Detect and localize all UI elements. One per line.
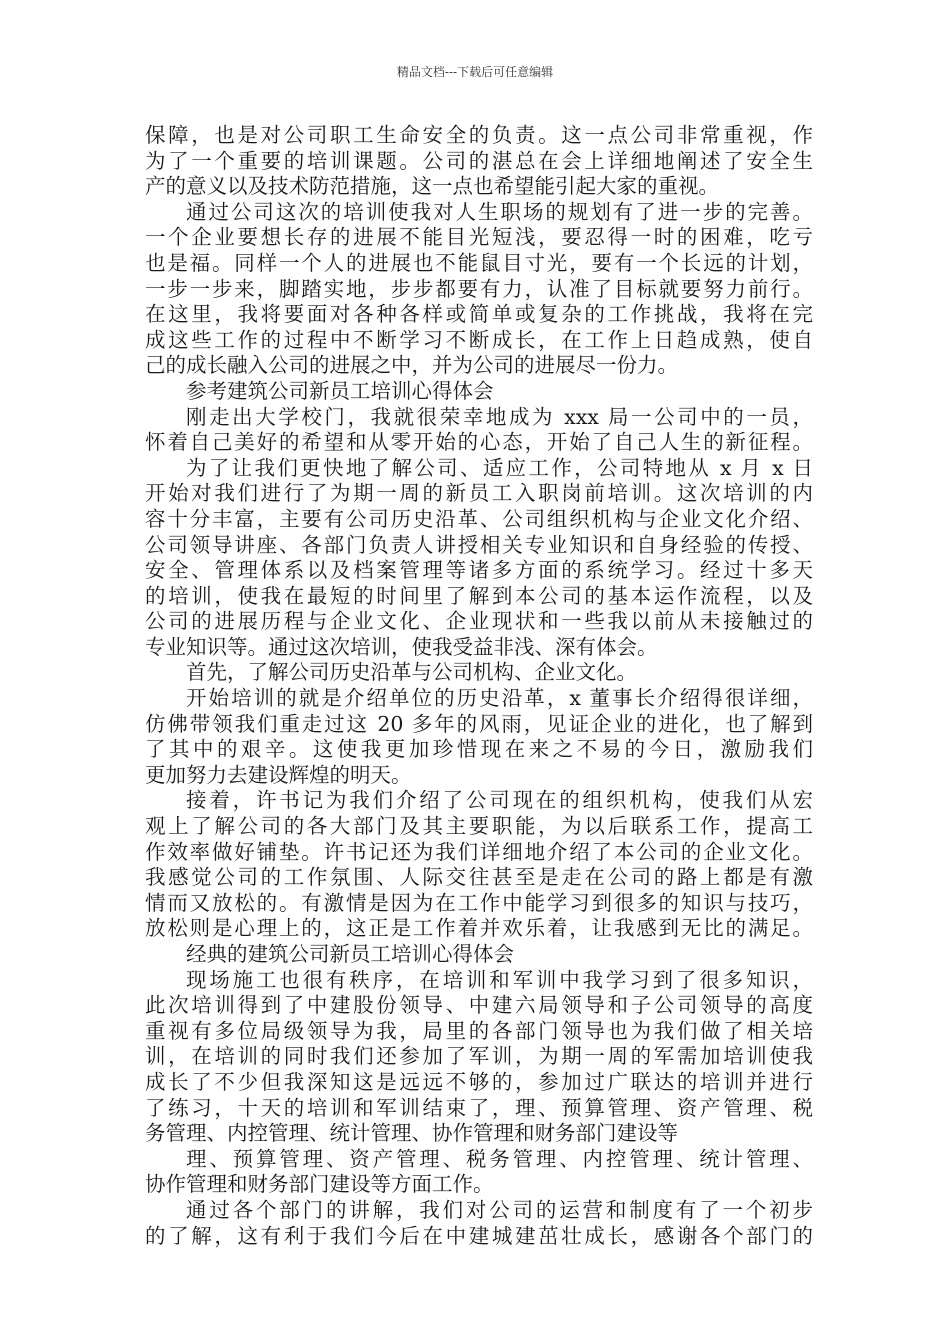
text-line: 成长了不少但我深知这是远远不够的，参加过广联达的培训并进行 bbox=[145, 1069, 813, 1094]
text-line: 公司的进展历程与企业文化、企业现状和一些我以前从未接触过的 bbox=[145, 609, 813, 634]
page-header: 精品文档---下载后可任意编辑 bbox=[396, 65, 554, 79]
text-line: 参考建筑公司新员工培训心得体会 bbox=[186, 378, 494, 403]
text-line: 接着，许书记为我们介绍了公司现在的组织机构，使我们从宏 bbox=[186, 788, 813, 813]
text-line: 作效率做好铺垫。许书记还为我们详细地介绍了本公司的企业文化。 bbox=[145, 839, 813, 864]
text-line: 此次培训得到了中建股份领导、中建六局领导和子公司领导的高度 bbox=[145, 993, 813, 1018]
text-line: 开始对我们进行了为期一周的新员工入职岗前培训。这次培训的内 bbox=[145, 481, 813, 506]
text-line: 情而又放松的。有激情是因为在工作中能学习到很多的知识与技巧， bbox=[145, 890, 813, 915]
text-line: 的了解，这有利于我们今后在中建城建茁壮成长，感谢各个部门的 bbox=[145, 1223, 813, 1248]
text-line: 一个企业要想长存的进展不能目光短浅，要忍得一时的困难，吃亏 bbox=[145, 225, 813, 250]
text-line: 己的成长融入公司的进展之中，并为公司的进展尽一份力。 bbox=[145, 353, 678, 378]
text-line: 务管理、内控管理、统计管理、协作管理和财务部门建设等 bbox=[145, 1121, 678, 1146]
text-line: 怀着自己美好的希望和从零开始的心态，开始了自己人生的新征程。 bbox=[145, 430, 813, 455]
text-line: 我感觉公司的工作氛围、人际交往甚至是走在公司的路上都是有激 bbox=[145, 865, 813, 890]
text-line: 重视有多位局级领导为我，局里的各部门领导也为我们做了相关培 bbox=[145, 1018, 813, 1043]
text-line: 为了一个重要的培训课题。公司的湛总在会上详细地阐述了安全生 bbox=[145, 148, 813, 173]
text-line: 也是福。同样一个人的进展也不能鼠目寸光，要有一个长远的计划， bbox=[145, 250, 813, 275]
text-line: 一步一步来，脚踏实地，步步都要有力，认准了目标就要努力前行。 bbox=[145, 276, 813, 301]
text-line: 现场施工也很有秩序，在培训和军训中我学习到了很多知识， bbox=[186, 967, 813, 992]
text-line: 保障，也是对公司职工生命安全的负责。这一点公司非常重视，作 bbox=[145, 123, 813, 147]
text-line: 了其中的艰辛。这使我更加珍惜现在来之不易的今日，激励我们 bbox=[145, 737, 813, 762]
text-line: 训，在培训的同时我们还参加了军训，为期一周的军需加培训使我 bbox=[145, 1044, 813, 1069]
text-line: 专业知识等。通过这次培训，使我受益非浅、深有体会。 bbox=[145, 634, 658, 659]
text-line: 首先，了解公司历史沿革与公司机构、企业文化。 bbox=[186, 660, 637, 685]
text-line: 了练习，十天的培训和军训结束了，理、预算管理、资产管理、税 bbox=[145, 1095, 813, 1120]
text-line: 成这些工作的过程中不断学习不断成长，在工作上日趋成熟，使自 bbox=[145, 327, 813, 352]
text-line: 放松则是心理上的，这正是工作着并欢乐着，让我感到无比的满足。 bbox=[145, 916, 813, 941]
text-line: 开始培训的就是介绍单位的历史沿革，x 董事长介绍得很详细， bbox=[186, 686, 813, 711]
text-line: 经典的建筑公司新员工培训心得体会 bbox=[186, 942, 514, 966]
text-line: 容十分丰富，主要有公司历史沿革、公司组织机构与企业文化介绍、 bbox=[145, 506, 813, 531]
text-line: 仿佛带领我们重走过这 20 多年的风雨，见证企业的进化，也了解到 bbox=[145, 711, 813, 736]
document-body bbox=[145, 123, 813, 1249]
text-line: 的培训，使我在最短的时间里了解到本公司的基本运作流程，以及 bbox=[145, 583, 813, 608]
text-line: 公司领导讲座、各部门负责人讲授相关专业知识和自身经验的传授、 bbox=[145, 532, 813, 557]
text-line: 协作管理和财务部门建设等方面工作。 bbox=[145, 1172, 494, 1197]
text-line: 通过公司这次的培训使我对人生职场的规划有了进一步的完善。 bbox=[186, 199, 813, 224]
text-line: 产的意义以及技术防范措施，这一点也希望能引起大家的重视。 bbox=[145, 174, 719, 199]
text-line: 通过各个部门的讲解，我们对公司的运营和制度有了一个初步 bbox=[186, 1197, 813, 1222]
text-line: 安全、管理体系以及档案管理等诸多方面的系统学习。经过十多天 bbox=[145, 558, 813, 583]
text-line: 更加努力去建设辉煌的明天。 bbox=[145, 762, 412, 787]
text-line: 为了让我们更快地了解公司、适应工作，公司特地从 x 月 x 日 bbox=[186, 455, 813, 480]
text-line: 在这里，我将要面对各种各样或简单或复杂的工作挑战，我将在完 bbox=[145, 302, 813, 327]
text-line: 刚走出大学校门，我就很荣幸地成为 xxx 局一公司中的一员， bbox=[186, 404, 813, 429]
text-line: 理、预算管理、资产管理、税务管理、内控管理、统计管理、 bbox=[186, 1146, 813, 1171]
text-line: 观上了解公司的各大部门及其主要职能，为以后联系工作，提高工 bbox=[145, 814, 813, 839]
